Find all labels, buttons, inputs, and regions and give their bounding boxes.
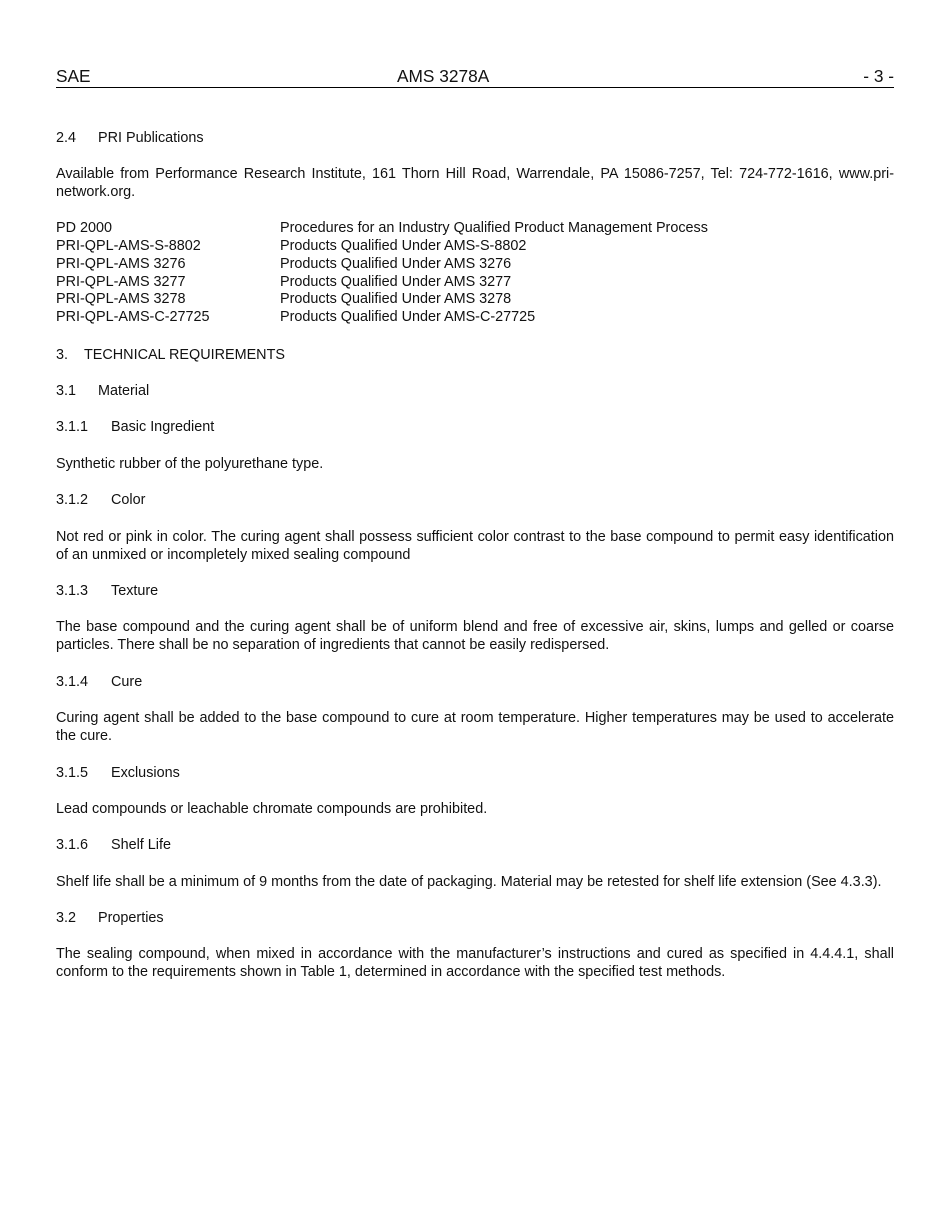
section-heading-3-1 bbox=[56, 382, 894, 400]
section-title: PRI Publications bbox=[98, 130, 204, 146]
section-title: Color bbox=[111, 492, 146, 509]
section-title: Exclusions bbox=[111, 764, 180, 781]
section-body-3-1-6: Shelf life shall be a minimum of 9 months from the date of packaging. Material may be retested for shelf life extension (See 4.3.3). bbox=[56, 873, 882, 890]
section-number: 3.1 bbox=[56, 383, 77, 399]
section-body-3-1-3: The base compound and the curing agent shall be of uniform blend and free of excessive air, skins, lumps and gelled or coarse particles. There shall be no separation of ingredients that cannot be easily redispersed. bbox=[56, 619, 894, 654]
publication-title: Products Qualified Under AMS-C-27725 bbox=[280, 309, 536, 326]
section-title: Basic Ingredient bbox=[111, 419, 215, 436]
pri-intro-paragraph: Available from Performance Research Institute, 161 Thorn Hill Road, Warrendale, PA 15086-7257, Tel: 724-772-1616, www.pri-network.org. bbox=[56, 166, 894, 201]
section-number: 2.4 bbox=[56, 130, 77, 146]
document-page bbox=[56, 66, 894, 981]
section-body-3-1-4: Curing agent shall be added to the base compound to cure at room temperature. Higher temperatures may be used to accelerate the cure. bbox=[56, 710, 894, 745]
publication-title: Products Qualified Under AMS 3278 bbox=[280, 291, 512, 308]
section-title: Texture bbox=[111, 582, 159, 599]
section-heading-3-1-5 bbox=[56, 764, 894, 782]
section-body-3-1-1: Synthetic rubber of the polyurethane type. bbox=[56, 455, 324, 472]
publication-code: PRI-QPL-AMS 3276 bbox=[56, 255, 186, 272]
section-title: TECHNICAL REQUIREMENTS bbox=[84, 346, 285, 363]
section-number: 3.1.1 bbox=[56, 419, 89, 436]
publications-list bbox=[56, 220, 894, 327]
section-number: 3.2 bbox=[56, 910, 77, 927]
publication-code: PRI-QPL-AMS 3278 bbox=[56, 291, 186, 308]
section-body-3-2: The sealing compound, when mixed in accordance with the manufacturer’s instructions and cured as specified in 4.4.4.1, shall conform to the requirements shown in Table 1, determined in accordance with the specified test methods. bbox=[56, 946, 894, 981]
page-header bbox=[56, 66, 894, 88]
publication-code: PRI-QPL-AMS 3277 bbox=[56, 273, 186, 290]
publication-code: PRI-QPL-AMS-S-8802 bbox=[56, 237, 201, 254]
section-title: Shelf Life bbox=[111, 837, 172, 854]
publication-code: PD 2000 bbox=[56, 219, 113, 236]
header-spec-number: AMS 3278A bbox=[397, 66, 490, 86]
section-number: 3. bbox=[56, 346, 69, 363]
section-title: Properties bbox=[98, 910, 164, 927]
section-heading-3-1-3 bbox=[56, 582, 894, 600]
section-number: 3.1.5 bbox=[56, 764, 89, 781]
section-heading-3-1-6 bbox=[56, 836, 894, 854]
header-page-number: - 3 - bbox=[863, 66, 894, 86]
section-title: Material bbox=[98, 383, 150, 399]
section-heading-3-1-4 bbox=[56, 673, 894, 691]
section-number: 3.1.3 bbox=[56, 582, 89, 599]
section-title: Cure bbox=[111, 673, 143, 690]
header-org: SAE bbox=[56, 66, 91, 86]
section-body-3-1-2: Not red or pink in color. The curing agent shall possess sufficient color contrast to the base compound to permit easy identification of an unmixed or incompletely mixed sealing compound bbox=[56, 528, 894, 563]
section-heading-3-1-2 bbox=[56, 491, 894, 509]
section-number: 3.1.6 bbox=[56, 837, 89, 854]
section-heading-2-4 bbox=[56, 129, 894, 147]
publication-title: Procedures for an Industry Qualified Product Management Process bbox=[280, 219, 708, 236]
publication-title: Products Qualified Under AMS 3277 bbox=[280, 273, 512, 290]
section-heading-3 bbox=[56, 346, 894, 364]
publication-code: PRI-QPL-AMS-C-27725 bbox=[56, 309, 210, 326]
publication-title: Products Qualified Under AMS 3276 bbox=[280, 255, 512, 272]
publication-title: Products Qualified Under AMS-S-8802 bbox=[280, 237, 527, 254]
document-body bbox=[56, 129, 894, 981]
section-number: 3.1.4 bbox=[56, 673, 89, 690]
section-heading-3-1-1 bbox=[56, 418, 894, 436]
section-body-3-1-5: Lead compounds or leachable chromate compounds are prohibited. bbox=[56, 800, 488, 817]
section-heading-3-2 bbox=[56, 909, 894, 927]
section-number: 3.1.2 bbox=[56, 492, 89, 509]
